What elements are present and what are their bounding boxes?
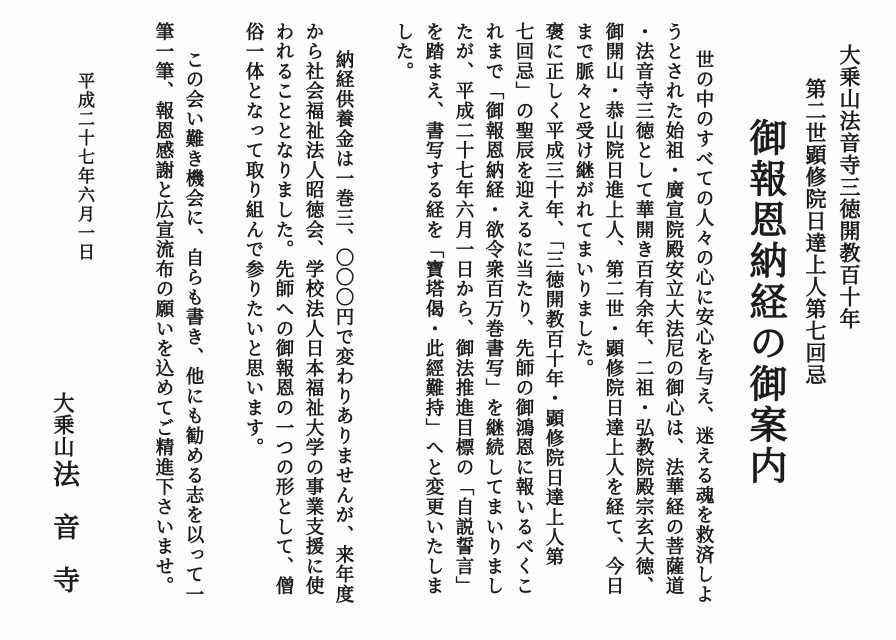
body-line: した。 — [393, 22, 414, 82]
heading-line-2: 第二世顕修院日達上人第七回忌 — [803, 78, 828, 386]
body-line: 褒に正しく平成三十年、「三徳開教百十年・顕修院日達上人第 — [543, 22, 564, 568]
body-line: から社会福祉法人昭徳会、学校法人日本福祉大学の事業支援に使 — [303, 22, 324, 597]
body-line: たが、平成二十七年六月一日から、御法推進目標の「自説誓言」 — [453, 22, 474, 597]
body-line: れまで「御報恩納経・欲令衆百万巻書写」を継続してまいりまし — [483, 22, 504, 597]
body-line: まで脈々と受け継がれてまいりました。 — [573, 22, 594, 379]
body-line: この会い難き機会に、自らも書き、他にも勧める志を以って一 — [183, 50, 204, 605]
body-line: 筆一筆、報恩感謝と広宣流布の願いを込めてご精進下さいませ。 — [153, 22, 174, 597]
heading-line-1: 大乗山法音寺三徳開教百十年 — [837, 44, 862, 330]
signature-mountain: 大乗山 — [51, 392, 76, 458]
body-line: 納経供養金は一巻三、〇〇〇円で変わりありませんが、来年度 — [333, 50, 354, 605]
body-line: われることとなりました。先師への御報恩の一つの形として、僧 — [273, 22, 294, 597]
body-line: 俗一体となって取り組んで参りたいと思います。 — [243, 22, 264, 458]
document-title: 御報恩納経の御案内 — [743, 118, 788, 487]
body-line: 御開山・恭山院日進上人、第二世・顕修院日達上人を経て、今日 — [603, 22, 624, 597]
body-line: を踏まえ、書写する経を「寶塔偈・此經難持」へと変更いたしま — [423, 22, 444, 597]
body-line: 七回忌」の聖辰を迎えるに当たり、先師の御鴻恩に報いるべくこ — [513, 22, 534, 597]
body-line: 世の中のすべての人々の心に安心を与え、迷える魂を救済しよ — [693, 50, 714, 605]
body-line: うとされた始祖・廣宣院殿安立大法尼の御心は、法華経の菩薩道 — [663, 22, 684, 597]
signature-temple: 法音寺 — [48, 460, 79, 619]
document-date: 平成二十七年六月一日 — [74, 72, 94, 262]
body-line: ・法音寺三徳として華開き百有余年、二祖・弘教院殿宗玄大徳、 — [633, 22, 654, 597]
